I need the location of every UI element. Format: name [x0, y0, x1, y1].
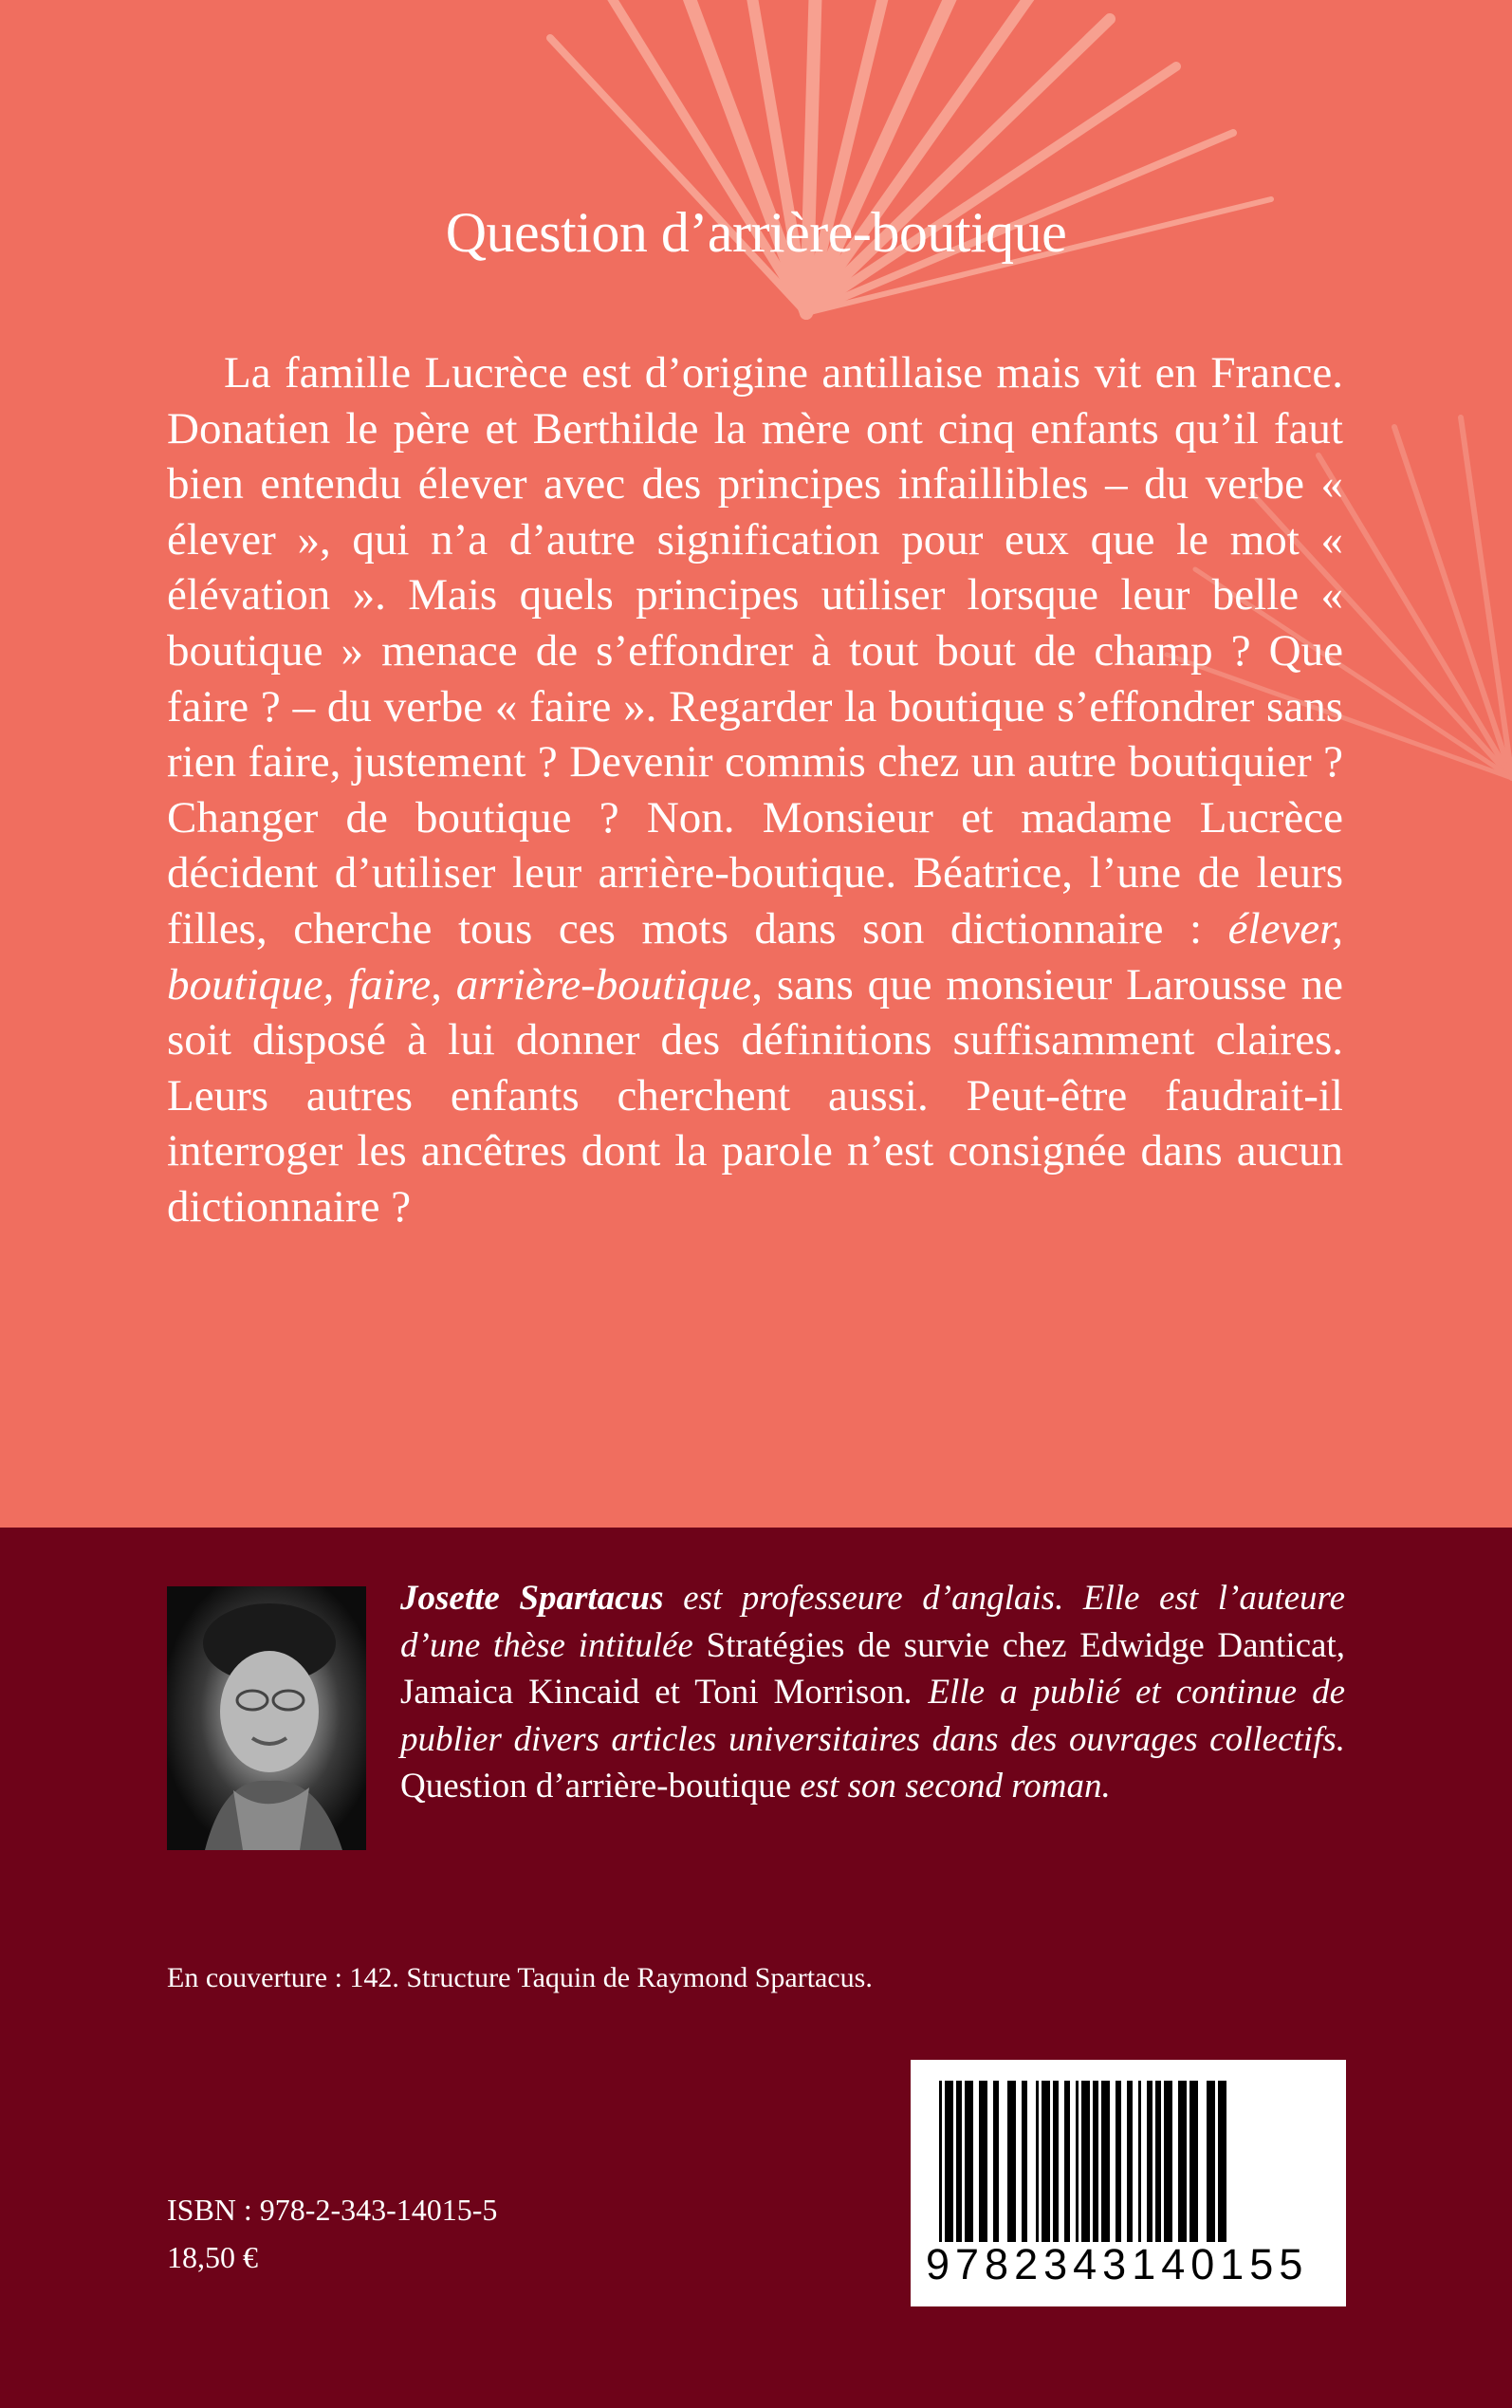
bio-work-1: Stratégies de survie chez Edwidge Danticat, Jamaica Kincaid et Toni Morrison	[400, 1625, 1345, 1712]
summary-part-2: , sans que monsieur Larousse ne soit disposé à lui donner des définitions suffisamment claires. Leurs autres enfants cherchent aussi. Peut-être faudrait-il interroger les ancêtres dont la parole n’est consignée dans aucun dictionnaire ?	[167, 959, 1343, 1232]
barcode-bar	[965, 2081, 973, 2242]
isbn: ISBN : 978-2-343-14015-5	[167, 2193, 498, 2227]
summary-text	[167, 345, 1343, 1235]
barcode-bar	[1042, 2081, 1050, 2242]
summary-part-1: La famille Lucrèce est d’origine antillaise mais vit en France. Donatien le père et Berthilde la mère ont cinq enfants qu’il faut bien entendu élever avec des principes infaillibles – du verbe « élever », qui n’a d’autre signification pour eux que le mot « élévation ». Mais quels principes utiliser lorsque leur belle « boutique » menace de s’effondrer à tout bout de champ ? Que faire ? – du verbe « faire ». Regarder la boutique s’effondrer sans rien faire, justement ? Devenir commis chez un autre boutiquier ? Changer de boutique ? Non. Monsieur et madame Lucrèce décident d’utiliser leur arrière-boutique. Béatrice, l’une de leurs filles, cherche tous ces mots dans son dictionnaire :	[167, 348, 1343, 954]
barcode-bar	[1116, 2081, 1121, 2242]
barcode-bar	[1081, 2081, 1090, 2242]
summary-italic-words: élever, boutique, faire, arrière-boutique	[167, 903, 1343, 1010]
barcode-bar	[1189, 2081, 1198, 2242]
barcode-bar	[1218, 2081, 1226, 2242]
barcode-bar	[1127, 2081, 1133, 2242]
barcode-bar	[1138, 2081, 1141, 2242]
barcode-bar	[939, 2081, 942, 2242]
bio-text-2: . Elle a publié et continue de publier divers articles universitaires dans des ouvrages collectifs.	[400, 1673, 1346, 1759]
barcode-bar	[1155, 2081, 1161, 2242]
bio-text-1: est professeure d’anglais. Elle est l’auteure d’une thèse intitulée	[400, 1579, 1345, 1665]
cover-credit: En couverture : 142. Structure Taquin de Raymond Spartacus.	[167, 1962, 873, 1993]
barcode-bar	[993, 2081, 999, 2242]
barcode-bar	[1207, 2081, 1215, 2242]
barcode-bar	[945, 2081, 953, 2242]
barcode-bar	[1147, 2081, 1152, 2242]
barcode-bar	[1053, 2081, 1059, 2242]
barcode-bar	[1093, 2081, 1098, 2242]
barcode-bar	[1036, 2081, 1039, 2242]
barcode-bar	[1022, 2081, 1027, 2242]
barcode-number: 9782343140155	[926, 2240, 1309, 2288]
barcode-bar	[979, 2081, 987, 2242]
price: 18,50 €	[167, 2240, 258, 2274]
author-portrait-illustration	[167, 1586, 366, 1850]
author-photo	[167, 1586, 366, 1850]
barcode-bar	[1007, 2081, 1016, 2242]
bio-work-2: Question d’arrière-boutique	[400, 1767, 791, 1806]
author-name: Josette Spartacus	[400, 1579, 664, 1618]
barcode	[911, 2060, 1346, 2306]
barcode-bars	[933, 2081, 1322, 2242]
lower-cover-panel	[0, 1528, 1512, 2408]
bio-text-3: est son second roman.	[791, 1767, 1111, 1806]
barcode-bar	[1076, 2081, 1079, 2242]
book-title: Question d’arrière-boutique	[445, 201, 1067, 264]
barcode-bar	[956, 2081, 962, 2242]
barcode-bar	[1101, 2081, 1110, 2242]
barcode-bar	[1178, 2081, 1187, 2242]
author-bio	[400, 1575, 1345, 1810]
barcode-bar	[1164, 2081, 1172, 2242]
barcode-bar	[1064, 2081, 1070, 2242]
